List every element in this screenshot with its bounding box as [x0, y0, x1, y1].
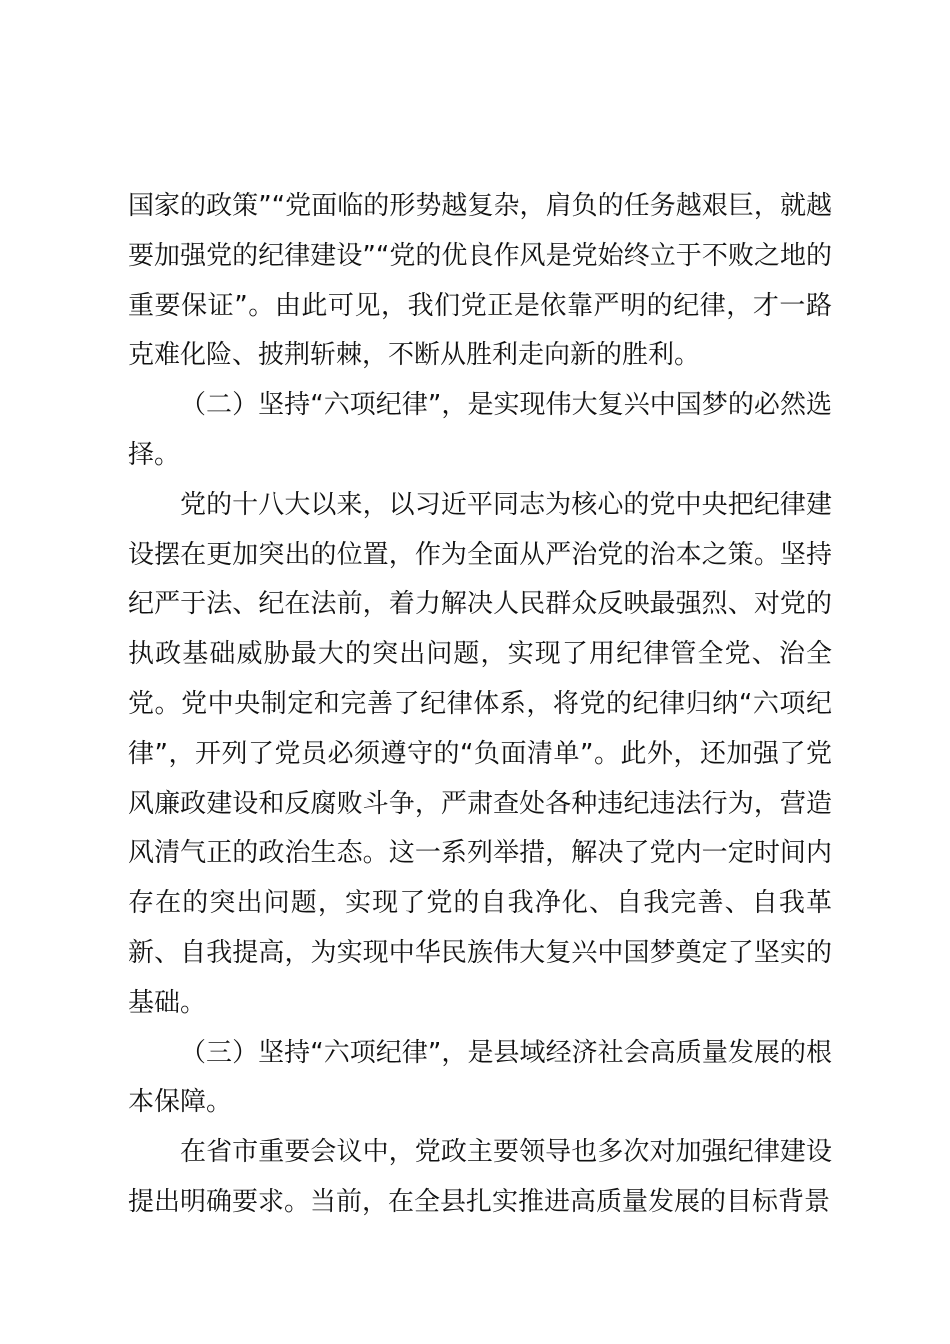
document-body — [128, 182, 832, 1228]
paragraph-body: 在省市重要会议中，党政主要领导也多次对加强纪律建设提出明确要求。当前，在全县扎实推进高质量发展的目标背景 — [128, 1137, 832, 1217]
section-heading-2: （二）坚持“六项纪律”，是实现伟大复兴中国梦的必然选择。 — [128, 390, 832, 470]
paragraph-body: 党的十八大以来，以习近平同志为核心的党中央把纪律建设摆在更加突出的位置，作为全面从严治党的治本之策。坚持纪严于法、纪在法前，着力解决人民群众反映最强烈、对党的执政基础威胁最大的突出问题，实现了用纪律管全党、治全党。党中央制定和完善了纪律体系，将党的纪律归纳“六项纪律”，开列了党员必须遵守的“负面清单”。此外，还加强了党风廉政建设和反腐败斗争，严肃查处各种违纪违法行为，营造风清气正的政治生态。这一系列举措，解决了党内一定时间内存在的突出问题，实现了党的自我净化、自我完善、自我革新、自我提高，为实现中华民族伟大复兴中国梦奠定了坚实的基础。 — [128, 489, 832, 1018]
paragraph-continuation: 国家的政策”“党面临的形势越复杂，肩负的任务越艰巨，就越要加强党的纪律建设”“党的优良作风是党始终立于不败之地的重要保证”。由此可见，我们党正是依靠严明的纪律，才一路克难化险、披荆斩棘，不断从胜利走向新的胜利。 — [128, 191, 832, 371]
section-heading-3: （三）坚持“六项纪律”，是县域经济社会高质量发展的根本保障。 — [128, 1037, 832, 1118]
